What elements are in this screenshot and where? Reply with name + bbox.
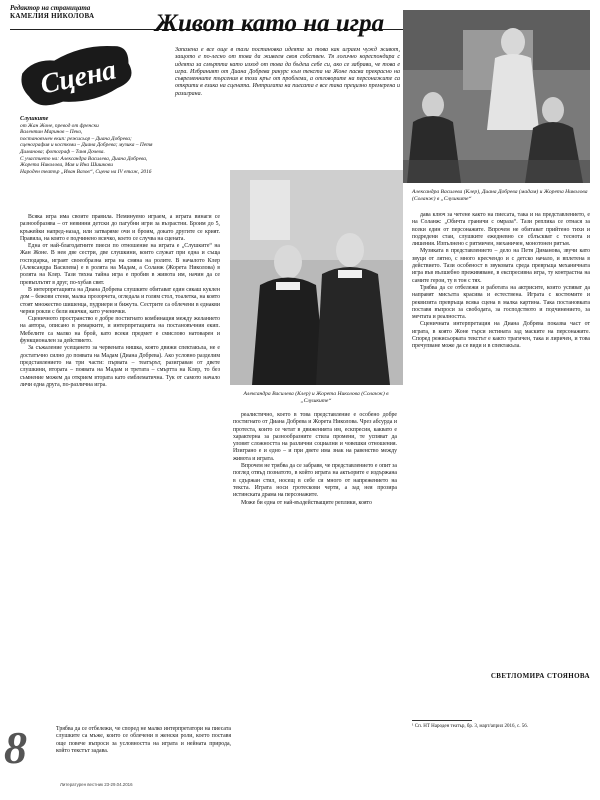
stage-photo-three-actresses xyxy=(403,10,590,183)
author-signature: СВЕТЛОМИРА СТОЯНОВА xyxy=(490,672,590,680)
photo1-caption: Александра Василева (Клер), Диана Добрева (мадам) и Жорета Николова (Соланж) в „Слушките“ xyxy=(412,189,588,202)
section-name: Сцена xyxy=(37,54,119,101)
article-column-2 xyxy=(233,412,397,507)
paragraph: Музиката в представлението – дело на Петя Диманова, звучи като звуци от лятно, с много кресчендо и с детско начало, и вплетена в действието. Тази особеност в звуковата среда превръща механичната игра във вълшебно преживяване, в експресивна игра, ту контрастна на самите герои, ту в тон с тях. xyxy=(412,248,590,284)
article-intro: Запазена е все още в тази постановка идеята за това как играем чужд живот, защото е по-лесно от това да живеем своя собствен. Тя логично кореспондира с идеята за смъртта като изход от това да бъдеш себе си, ако се забрави, че това е игра. Избраният от Диана Добрева ракурс към текста на Жоне пасва прекрасно на съвременните търсения в този кръг от проблеми, а отговорите на персонажите са открити в езика на сцената. Интригата на пиесата е все така прецизно премерена и разиграна. xyxy=(175,47,400,97)
credits-line: постановъчен екип: режисьор – Диана Добрева; xyxy=(20,135,132,142)
paragraph: реалистично, което в това представление е особено добре постигнато от Диана Добрева и Жорета Николова. Чрез абсурда и протеста, които се четат в движенията им, ескпресия, каквато е характерна за разнообразните стила промени, те успяват да уловят сложността на различни социални и човешки отношения. Изиграно е и едно – и при двете има знак на равенство между живота и играта. xyxy=(233,412,397,462)
credits-line: С участието на: Александра Василева, Диана Добрева, xyxy=(20,155,148,162)
editor-label: Редактор на страницата xyxy=(10,4,91,12)
paragraph: Трябва да се отбележи и работата на актрисите, които успяват да направят мисълта красива и естествена. Играта с костюмите и реквизита превръща всяка сцена в малка картина. Така постановката поставя въпроси за свободата, за господството и подчинението, за мечтата и реалността. xyxy=(412,284,590,321)
paragraph: Една от най-благодатните пиеси по отношение на играта е „Слушките“ на Жан Жоне. В нея две сестри, две слушкини, които служат при една и съща господарка, играят своеобразна игра на смяна на ролите. В началото Клер (Александра Василева) е в ролята на Мадам, а Соланж (Жорета Николова) в ролята на Клер. Тази тяхна тайна игра е пробив в живота им, начин да се превъплътят в друг, по-хубав свят. xyxy=(20,243,220,286)
footnote-rule xyxy=(412,720,472,721)
paragraph: дава ключ за четене както на пиесата, така и на представлението, е на Соланж: „Обичта граничи с омраза“. Тази реплика се отнася за всеки един от персонажите. Впрочем не обитават прийтено тихи и подредени стаи, слушките ежедневно се сблъскват с теснота и лишения. Изпълнено с ритмичен, механичен, монотонен ритъм. xyxy=(412,212,590,248)
stage-photo-two-actresses xyxy=(230,170,403,385)
section-badge xyxy=(18,40,138,112)
credits-line: от Жан Жоне, превод от френски xyxy=(20,122,99,129)
credits-line: Народен театър „Иван Вазов“, Сцена на IV етаж, 2016 xyxy=(20,168,152,175)
photo2-caption: Александра Василева (Клер) и Жорета Николова (Соланж) в „Слушките“ xyxy=(243,391,389,404)
page-number: 8 xyxy=(4,722,27,773)
paragraph: Може би една от най-въздействащите реплики, която xyxy=(241,499,372,506)
print-info: Литературен вестник 23-29.04.2016 xyxy=(60,782,133,787)
editor-name: КАМЕЛИЯ НИКОЛОВА xyxy=(10,12,95,20)
article-title: Живот като на игра xyxy=(155,10,385,37)
play-credits xyxy=(20,116,220,175)
paragraph: Сценичната интерпретация на Диана Добрева показва част от играта, в която Жоне търси истината зад маските на персонажите. Според режисьорката текстът е както трагичен, така и лиричен, и това пречупване може да се види и в спектакъла. xyxy=(412,321,590,350)
credits-line: Валентин Маринов – Пеко, xyxy=(20,129,83,136)
credits-line: сценография и костюми – Диана Добрева; музика – Петя xyxy=(20,142,153,149)
paragraph: Сценичното пространство е добре постигнато комбинация между желанието на автора, описано в ремарките, и интерпретацията на постановъчния екип. Мебелите са малко на брой, като всеки предмет е смислово натоварен и функционален за действието. xyxy=(20,316,220,345)
paragraph: Всяка игра има своите правила. Неминуемо играем, а играта винаги се разнообразява – от невинни детски до пагубни игри за възрастни. Броим до 5, кръжейки напред-назад, или затваряме очи и броим, докато другите се крият. Правила, на които е подчинено всичко, което се случва на сцената. xyxy=(20,214,220,242)
paragraph: Впрочем не трябва да се забравя, че представлението е опит за поглед отвъд познатото, в който играта на актьорите е издържана в сдържан стил, носещ в себе си много от напрежението на текста. Играта носи гротескови черти, а зад нея прозира истинската драма на персонажите. xyxy=(233,463,397,499)
paragraph: В интерпретацията на Диана Добрева слушките обитават един сякаш куклен дом – бежови стени, малка прозорчета, огледала и голям стол, тоалетка, на която стоят множество шишенца, пудриери и бижута. Сестрите са облечени в еднакви черни рокли с бели якички, като ученички. xyxy=(20,286,220,315)
credits-line: Жорета Николова, Мая и Ина Шишкови xyxy=(20,162,113,169)
paragraph: За съжаление усещането за червената нишка, която движи спектакъла, не е достатъчно силно до появата на Мадам (Диана Добрева). Ако условно разделим представлението на три части: първата – театърът, разиграван от двете слушкини, втората – появата на Мадам и третата – смъртта на Клер, то без съмнение можем да открием втората като емблематична. Тук от самото начало личи една друга, по-различна игра. xyxy=(20,345,220,388)
article-column-3 xyxy=(412,212,590,351)
page-bottom-text: Трябва да се отбележи, че според не малко интерпретатори на пиесата слушките са мъже, които се облечени в женски роли, което поставя още повече въпроси за условността на играта и нейната природа, който текстът задава. xyxy=(56,726,231,754)
page-editor xyxy=(10,4,145,20)
footnote: ¹ Сп. НТ Народен театър, бр. 3, март/април 2016, с. 56. xyxy=(412,724,528,729)
article-column-1 xyxy=(20,214,220,389)
credits-line: Диманова; фотограф – Таня Дочева. xyxy=(20,148,105,155)
credits-heading: Слушките xyxy=(20,116,49,122)
